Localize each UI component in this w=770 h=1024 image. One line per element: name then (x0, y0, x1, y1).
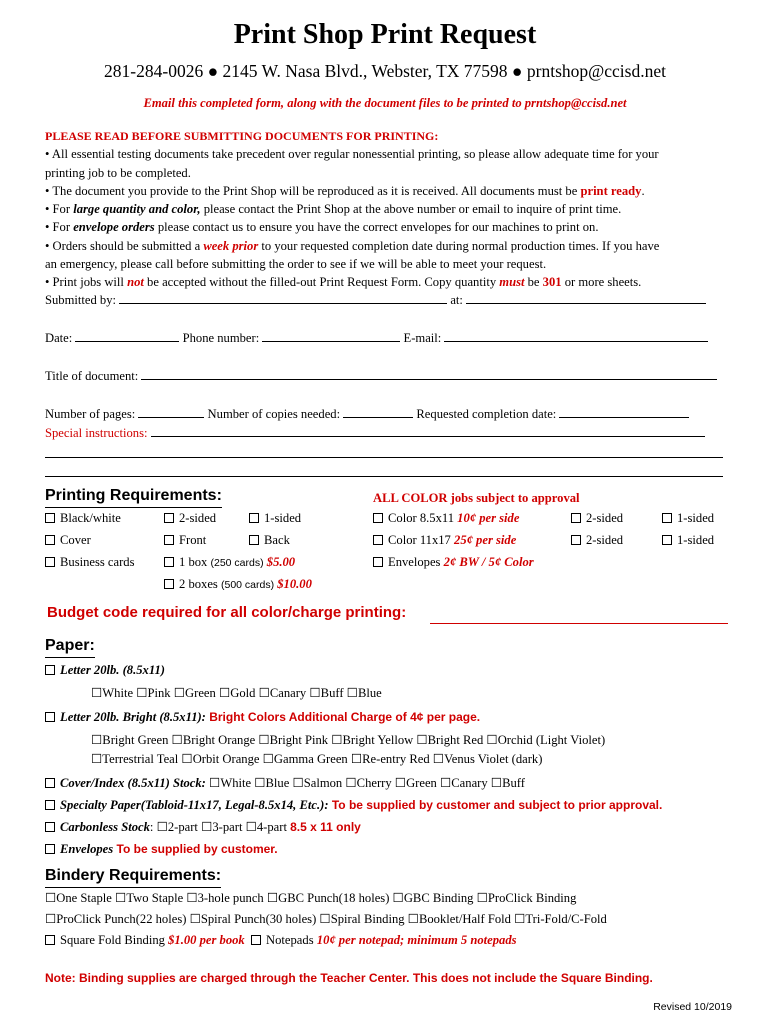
opt-cover-back[interactable]: Back (249, 531, 290, 549)
bindery-row-3 (45, 931, 517, 949)
checkbox-icon (45, 712, 55, 722)
phone-number: 281-284-0026 (104, 61, 204, 81)
opt-bw-2sided[interactable]: 2-sided (164, 509, 216, 527)
opt-envelopes[interactable]: Envelopes 2¢ BW / 5¢ Color (373, 553, 534, 571)
opt-2-boxes[interactable]: 2 boxes (500 cards) $10.00 (164, 575, 312, 593)
budget-label: Budget code required for all color/charge printing: (47, 604, 407, 621)
checkbox-icon (662, 513, 672, 523)
paper-envelopes[interactable]: Envelopes To be supplied by customer. (45, 840, 278, 858)
notice-bullet-2: • The document you provide to the Print Shop will be reproduced as it is received. All documents must be print ready. (45, 183, 645, 198)
bullet-icon: ● (207, 61, 223, 81)
checkbox-icon (571, 513, 581, 523)
paper-carbonless[interactable]: Carbonless Stock: ☐2-part ☐3-part ☐4-part 8.5 x 11 only (45, 818, 361, 836)
paper-specialty[interactable]: Specialty Paper(Tabloid-11x17, Legal-8.5x14, Etc.): To be supplied by customer and subject to prior approval. (45, 796, 662, 814)
notice-bullet-6: • Print jobs will not be accepted without the filled-out Print Request Form. Copy quantity must be 301 or more sheets. (45, 275, 642, 290)
opt-bw[interactable]: Black/white (45, 509, 121, 527)
opt-color85-2sided[interactable]: 2-sided (571, 509, 623, 527)
email-instruction: Email this completed form, along with the document files to be printed to prntshop@ccisd.net (143, 96, 627, 110)
paper-heading: Paper: (45, 636, 95, 658)
checkbox-icon (45, 778, 55, 788)
opt-color85-1sided[interactable]: 1-sided (662, 509, 714, 527)
phone-field[interactable] (262, 331, 400, 342)
opt-cover-front[interactable]: Front (164, 531, 206, 549)
doc-title-field[interactable] (141, 369, 717, 380)
checkbox-icon (373, 535, 383, 545)
checkbox-icon (249, 513, 259, 523)
paper-bright-colors-1[interactable]: ☐Bright Green ☐Bright Orange ☐Bright Pink ☐Bright Yellow ☐Bright Red ☐Orchid (Light Violet) (91, 733, 606, 747)
copies-field[interactable] (343, 407, 413, 418)
address: 2145 W. Nasa Blvd., Webster, TX 77598 (222, 61, 508, 81)
checkbox-icon (45, 665, 55, 675)
checkbox-icon (571, 535, 581, 545)
notice-bullet-5-cont: an emergency, please call before submitting the order to see if we will be able to meet your request. (45, 256, 547, 271)
paper-letter20-colors[interactable]: ☐White ☐Pink ☐Green ☐Gold ☐Canary ☐Buff ☐Blue (91, 686, 382, 700)
checkbox-icon (373, 513, 383, 523)
checkbox-icon (662, 535, 672, 545)
opt-cover[interactable]: Cover (45, 531, 91, 549)
checkbox-icon (45, 844, 55, 854)
contact-line (0, 60, 770, 83)
contact-row: Date: Phone number: E-mail: (45, 329, 708, 347)
email-field[interactable] (444, 331, 708, 342)
notice-bullet-5: • Orders should be submitted a week prior to your requested completion date during normal production times. If you have (45, 238, 660, 253)
checkbox-icon (45, 535, 55, 545)
checkbox-icon (45, 557, 55, 567)
special-line-3[interactable] (45, 476, 723, 477)
notice-bullet-3: • For large quantity and color, please contact the Print Shop at the above number or email to inquire of print time. (45, 202, 622, 217)
submitted-by-row: Submitted by: at: (45, 291, 735, 309)
checkbox-icon (45, 935, 55, 945)
special-field[interactable] (151, 426, 705, 437)
opt-color1117-2sided[interactable]: 2-sided (571, 531, 623, 549)
submitted-at-field[interactable] (466, 293, 706, 304)
special-row: Special instructions: (45, 424, 705, 442)
notice-bullet-4: • For envelope orders please contact us to ensure you have the correct envelopes for our machines to print on. (45, 220, 599, 235)
notice-section (45, 128, 735, 310)
footer-note: Note: Binding supplies are charged through the Teacher Center. This does not include the Square Binding. (45, 971, 653, 985)
email-address: prntshop@ccisd.net (526, 61, 666, 81)
opt-notepads[interactable]: Notepads 10¢ per notepad; minimum 5 notepads (248, 933, 517, 947)
paper-cover-stock[interactable]: Cover/Index (8.5x11) Stock: ☐White ☐Blue ☐Salmon ☐Cherry ☐Green ☐Canary ☐Buff (45, 774, 525, 792)
notice-bullet-1-cont: printing job to be completed. (45, 165, 191, 180)
opt-color-85[interactable]: Color 8.5x11 10¢ per side (373, 509, 519, 527)
checkbox-icon (249, 535, 259, 545)
checkbox-icon (251, 935, 261, 945)
page-title: Print Shop Print Request (233, 19, 537, 50)
pages-field[interactable] (138, 407, 204, 418)
completion-field[interactable] (559, 407, 689, 418)
paper-bright-colors-2[interactable]: ☐Terrestrial Teal ☐Orbit Orange ☐Gamma Green ☐Re-entry Red ☐Venus Violet (dark) (91, 752, 543, 766)
doc-title-row: Title of document: (45, 367, 717, 385)
submitted-by-field[interactable] (119, 293, 447, 304)
opt-square-fold[interactable]: Square Fold Binding $1.00 per book (45, 933, 245, 947)
printing-heading: Printing Requirements: (45, 486, 222, 508)
color-approval-heading: ALL COLOR jobs subject to approval (373, 491, 580, 505)
budget-code-field[interactable] (430, 623, 728, 624)
opt-1-box[interactable]: 1 box (250 cards) $5.00 (164, 553, 295, 571)
checkbox-icon (45, 822, 55, 832)
checkbox-icon (45, 800, 55, 810)
revised-date: Revised 10/2019 (653, 1001, 732, 1013)
notice-bullet-1: • All essential testing documents take precedent over regular nonessential printing, so please allow adequate time for your (45, 147, 659, 162)
opt-color1117-1sided[interactable]: 1-sided (662, 531, 714, 549)
bindery-heading: Bindery Requirements: (45, 866, 221, 888)
notice-heading: PLEASE READ BEFORE SUBMITTING DOCUMENTS FOR PRINTING: (45, 129, 439, 143)
special-line-2[interactable] (45, 457, 723, 458)
checkbox-icon (373, 557, 383, 567)
checkbox-icon (164, 557, 174, 567)
counts-row: Number of pages: Number of copies needed: Requested completion date: (45, 405, 689, 423)
opt-bw-1sided[interactable]: 1-sided (249, 509, 301, 527)
opt-business-cards[interactable]: Business cards (45, 553, 135, 571)
opt-color-1117[interactable]: Color 11x17 25¢ per side (373, 531, 516, 549)
paper-bright[interactable]: Letter 20lb. Bright (8.5x11): Bright Colors Additional Charge of 4¢ per page. (45, 708, 480, 726)
date-field[interactable] (75, 331, 179, 342)
bindery-row-2[interactable]: ☐ProClick Punch(22 holes) ☐Spiral Punch(30 holes) ☐Spiral Binding ☐Booklet/Half Fold ☐Tri-Fold/C-Fold (45, 912, 607, 926)
checkbox-icon (45, 513, 55, 523)
checkbox-icon (164, 513, 174, 523)
bindery-row-1[interactable]: ☐One Staple ☐Two Staple ☐3-hole punch ☐GBC Punch(18 holes) ☐GBC Binding ☐ProClick Binding (45, 891, 577, 905)
bullet-icon: ● (511, 61, 527, 81)
checkbox-icon (164, 535, 174, 545)
paper-letter20[interactable]: Letter 20lb. (8.5x11) (45, 661, 165, 679)
checkbox-icon (164, 579, 174, 589)
